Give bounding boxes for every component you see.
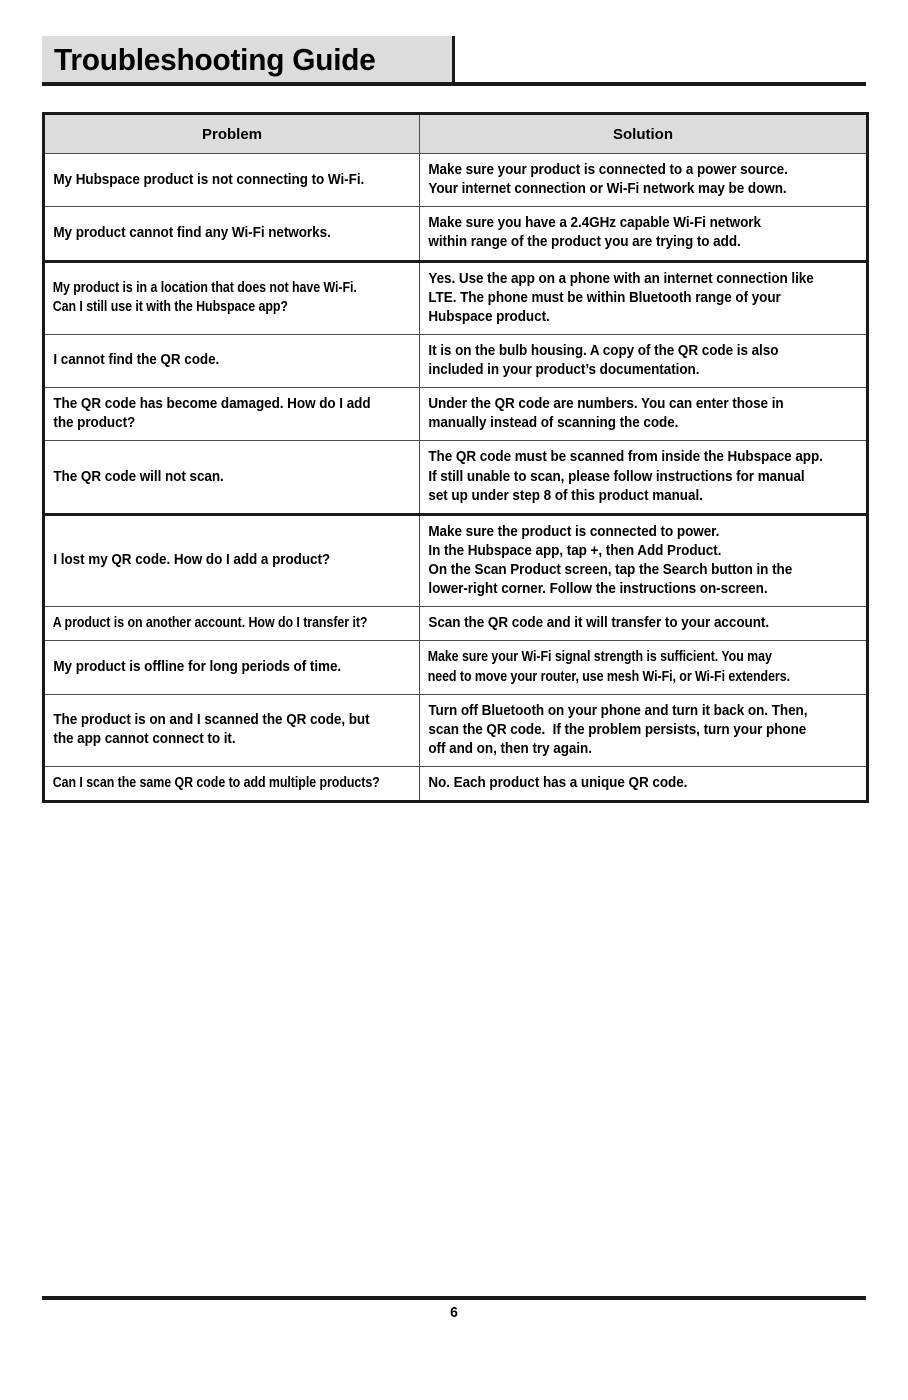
solution-text: Make sure the product is connected to power. In the Hubspace app, tap +, then Add Product. On the Scan Product screen, tap the Search button in the lower-right corner. Follow the instructions on-screen.: [428, 523, 793, 598]
table-row: [44, 694, 868, 766]
cell-problem: [44, 607, 420, 641]
solution-text: Make sure you have a 2.4GHz capable Wi-Fi network within range of the product you are trying to add.: [428, 215, 761, 251]
cell-solution: [420, 207, 868, 261]
cell-solution: [420, 261, 868, 334]
table-row: [44, 641, 868, 694]
cell-problem: [44, 641, 420, 694]
page-title: Troubleshooting Guide: [54, 42, 376, 77]
cell-problem: [44, 388, 420, 441]
problem-text: Can I scan the same QR code to add multiple products?: [52, 775, 380, 791]
solution-text: Under the QR code are numbers. You can enter those in manually instead of scanning the code.: [428, 396, 784, 432]
solution-text: Turn off Bluetooth on your phone and turn it back on. Then, scan the QR code. If the problem persists, turn your phone off and on, then try again.: [428, 702, 808, 757]
troubleshooting-table: [42, 112, 869, 803]
table-row: [44, 441, 868, 514]
cell-solution: [420, 694, 868, 766]
solution-text: It is on the bulb housing. A copy of the QR code is also included in your product’s documentation.: [428, 342, 779, 378]
problem-text: My product is offline for long periods of time.: [53, 658, 342, 675]
solution-text: Yes. Use the app on a phone with an internet connection like LTE. The phone must be within Bluetooth range of your Hubspace product.: [428, 270, 814, 325]
problem-text: The QR code will not scan.: [53, 468, 224, 485]
cell-solution: [420, 334, 868, 387]
table-row: [44, 767, 868, 802]
cell-solution: [420, 514, 868, 607]
table-row: [44, 388, 868, 441]
cell-problem: [44, 441, 420, 514]
cell-problem: [44, 207, 420, 261]
solution-text: Make sure your product is connected to a power source. Your internet connection or Wi-Fi network may be down.: [428, 162, 788, 198]
table-row: [44, 334, 868, 387]
cell-problem: [44, 767, 420, 802]
column-header-solution: Solution: [420, 114, 868, 154]
problem-text: The QR code has become damaged. How do I add the product?: [53, 396, 371, 432]
solution-text: The QR code must be scanned from inside the Hubspace app. If still unable to scan, please follow instructions for manual set up under step 8 of this product manual.: [428, 449, 823, 504]
cell-solution: [420, 767, 868, 802]
problem-text: My Hubspace product is not connecting to Wi-Fi.: [53, 171, 365, 188]
page-title-banner: [42, 36, 866, 86]
cell-solution: [420, 641, 868, 694]
title-underline-rule: [42, 82, 866, 86]
problem-text: My product cannot find any Wi-Fi networks.: [53, 224, 331, 241]
cell-problem: [44, 514, 420, 607]
problem-text: I lost my QR code. How do I add a product?: [53, 552, 331, 569]
cell-solution: [420, 607, 868, 641]
table-row: [44, 514, 868, 607]
problem-text: The product is on and I scanned the QR code, but the app cannot connect to it.: [53, 712, 370, 748]
solution-text: Scan the QR code and it will transfer to your account.: [428, 615, 770, 632]
cell-problem: [44, 334, 420, 387]
problem-text: I cannot find the QR code.: [53, 352, 220, 369]
cell-problem: [44, 154, 420, 207]
cell-problem: [44, 694, 420, 766]
solution-text: No. Each product has a unique QR code.: [428, 775, 688, 791]
problem-text: My product is in a location that does not have Wi-Fi. Can I still use it with the Hubspace app?: [52, 280, 357, 316]
table-row: [44, 207, 868, 261]
table-row: [44, 261, 868, 334]
table-body: [44, 154, 868, 802]
cell-solution: [420, 388, 868, 441]
table-header-row: [44, 114, 868, 154]
title-vertical-divider: [452, 36, 455, 83]
cell-solution: [420, 154, 868, 207]
solution-text: Make sure your Wi-Fi signal strength is sufficient. You may need to move your router, use mesh Wi-Fi, or Wi-Fi extenders.: [427, 649, 790, 685]
table-row: [44, 607, 868, 641]
cell-solution: [420, 441, 868, 514]
cell-problem: [44, 261, 420, 334]
column-header-problem: Problem: [44, 114, 420, 154]
problem-text: A product is on another account. How do I transfer it?: [52, 615, 368, 632]
table-row: [44, 154, 868, 207]
page-number: 6: [450, 1304, 458, 1321]
table-header: [44, 114, 868, 154]
footer-rule: [42, 1296, 866, 1300]
